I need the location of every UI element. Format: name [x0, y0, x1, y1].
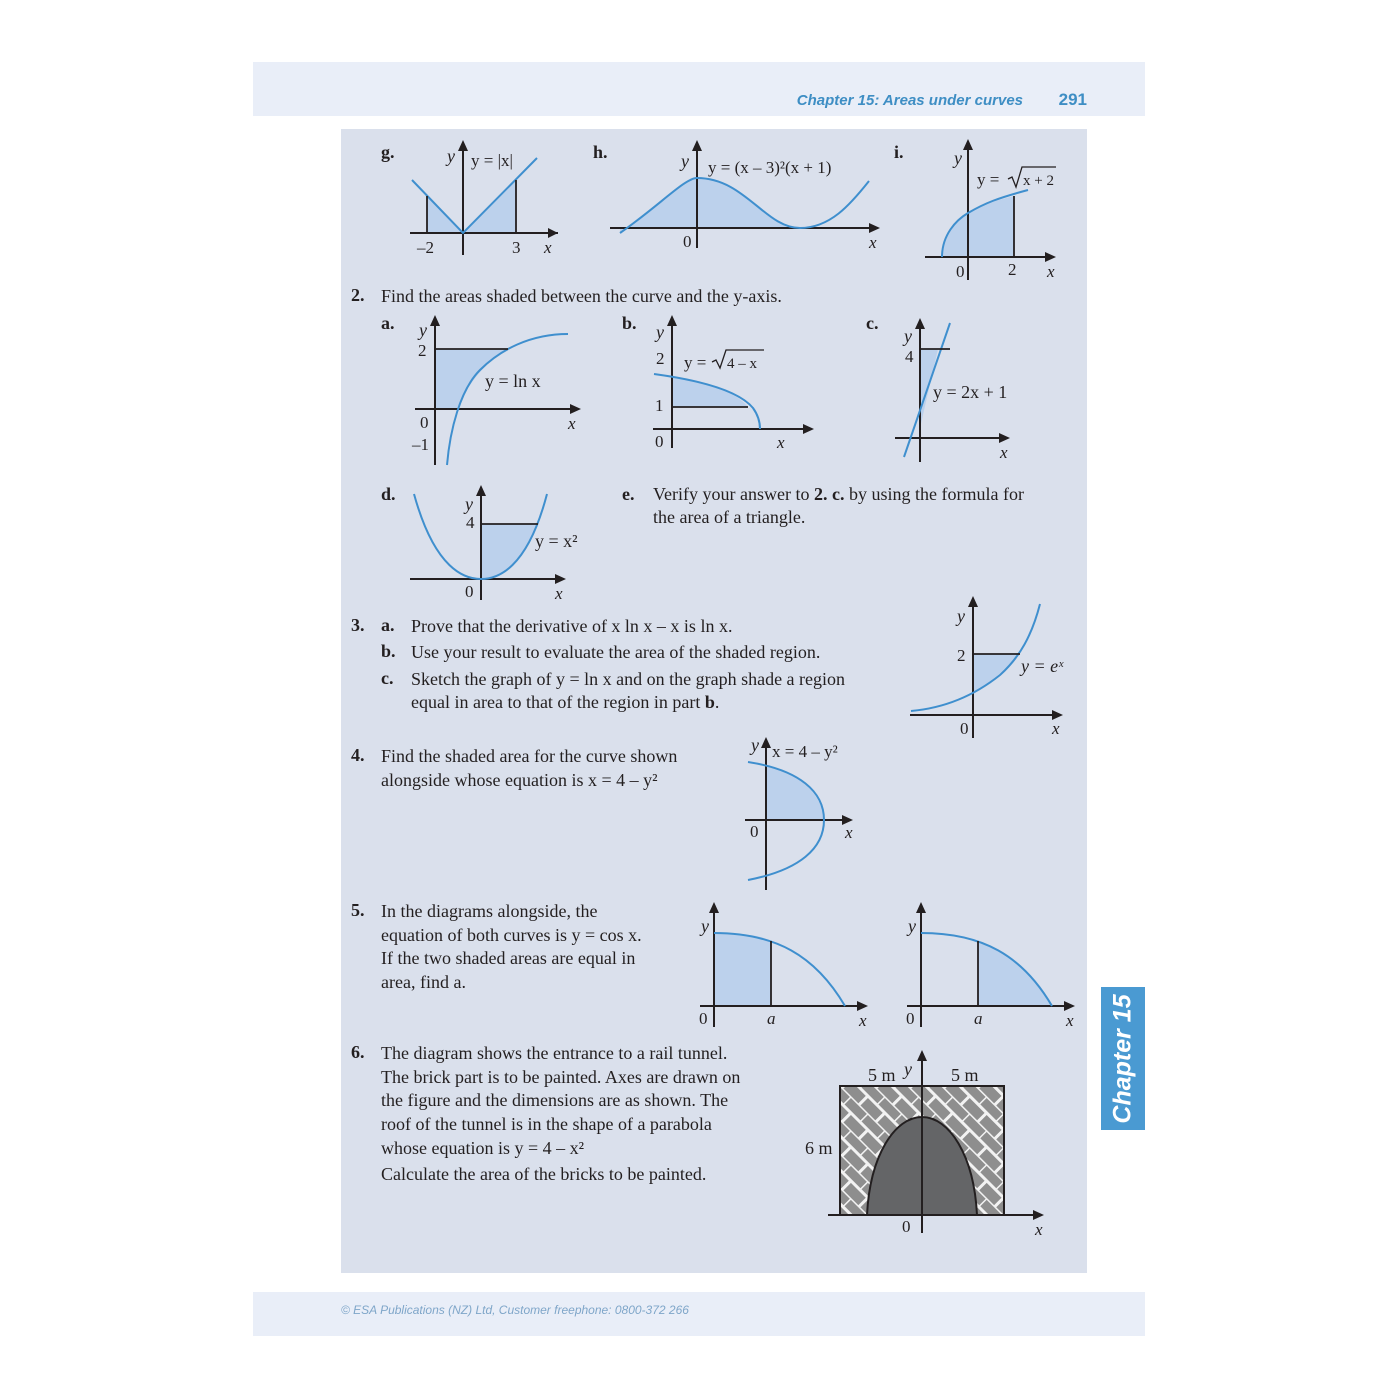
- q3c-line1: Sketch the graph of y = ln x and on the graph shade a region: [411, 669, 846, 689]
- q2e-line1: Verify your answer to 2. c. by using the formula for: [653, 484, 1024, 504]
- x-label: x: [544, 238, 552, 257]
- q4-number: 4.: [351, 745, 365, 765]
- eq-prefix: y =: [684, 353, 707, 372]
- x-label: x: [1047, 262, 1055, 281]
- q6-line5: whose equation is y = 4 – x²: [381, 1138, 585, 1158]
- tick-4: 4: [905, 347, 914, 366]
- graph-q2a: [410, 310, 590, 470]
- q3c-label: c.: [381, 668, 394, 688]
- tick-a: a: [767, 1009, 776, 1028]
- q5-line4: area, find a.: [381, 972, 466, 992]
- q4-line2: alongside whose equation is x = 4 – y²: [381, 770, 658, 790]
- page-header: [253, 62, 1145, 116]
- right-dim: 5 m: [951, 1065, 979, 1085]
- q3-number: 3.: [351, 615, 365, 635]
- q6-line3: the figure and the dimensions are as shown. The: [381, 1090, 729, 1110]
- eq-radicand: x + 2: [1023, 173, 1054, 189]
- origin: 0: [956, 262, 965, 281]
- x-label: x: [869, 233, 877, 252]
- y-label: y: [908, 916, 916, 936]
- eq-radicand: 4 – x: [727, 356, 757, 372]
- y-label: y: [465, 494, 473, 514]
- x-label: x: [845, 823, 853, 842]
- y-label: y: [681, 151, 689, 171]
- tick-2: 2: [957, 646, 966, 665]
- chapter-tab[interactable]: [1101, 987, 1145, 1130]
- q3c-line2: equal in area to that of the region in part b.: [411, 692, 720, 712]
- q6-number: 6.: [351, 1042, 365, 1062]
- graph-q4: [740, 730, 870, 895]
- y-label: y: [447, 146, 455, 166]
- y-label: y: [751, 735, 759, 755]
- tick-neg1: –1: [412, 435, 429, 454]
- left-dim: 5 m: [868, 1065, 896, 1085]
- graph-q1h: [605, 135, 885, 255]
- q5-line1: In the diagrams alongside, the: [381, 901, 598, 921]
- q3a-text: Prove that the derivative of x ln x – x is ln x.: [411, 616, 733, 636]
- y-label: y: [904, 1059, 912, 1079]
- q2b-label: b.: [622, 313, 637, 333]
- chapter-tab-label: Chapter 15: [1108, 993, 1137, 1124]
- q1h-label: h.: [593, 142, 608, 162]
- tick-0: 0: [699, 1009, 708, 1028]
- x-label: x: [1052, 719, 1060, 738]
- tick-left: –2: [417, 238, 434, 257]
- x-label: x: [1000, 443, 1008, 462]
- y-label: y: [701, 916, 709, 936]
- y-label: y: [957, 606, 965, 626]
- equation: y = eˣ: [1021, 656, 1064, 676]
- q3b-text: Use your result to evaluate the area of the shaded region.: [411, 642, 821, 662]
- tick-0: 0: [960, 719, 969, 738]
- height-dim: 6 m: [805, 1138, 833, 1158]
- q2-number: 2.: [351, 285, 365, 305]
- y-label: y: [954, 148, 962, 168]
- y-label: y: [656, 322, 664, 342]
- x-label: x: [1066, 1011, 1074, 1030]
- eq-prefix: y =: [977, 170, 1000, 189]
- tick-0: 0: [750, 822, 759, 841]
- tick-0: 0: [906, 1009, 915, 1028]
- q6-line2: The brick part is to be painted. Axes are drawn on: [381, 1067, 741, 1087]
- origin: 0: [683, 232, 692, 251]
- q1g-label: g.: [381, 142, 395, 162]
- q6-line4: roof of the tunnel is in the shape of a parabola: [381, 1114, 712, 1134]
- q2e-label: e.: [622, 484, 635, 504]
- page-footer: [253, 1292, 1145, 1336]
- q5-line3: If the two shaded areas are equal in: [381, 948, 636, 968]
- x-label: x: [1035, 1220, 1043, 1239]
- tick-4: 4: [466, 513, 475, 532]
- q6-line1: The diagram shows the entrance to a rail tunnel.: [381, 1043, 728, 1063]
- equation: y = ln x: [485, 371, 541, 391]
- q5-number: 5.: [351, 900, 365, 920]
- graph-q5-1: [695, 895, 880, 1030]
- x-label: x: [777, 433, 785, 452]
- tick-2: 2: [418, 341, 427, 360]
- q2a-label: a.: [381, 313, 395, 333]
- equation: y = (x – 3)²(x + 1): [708, 158, 832, 177]
- q4-line1: Find the shaded area for the curve shown: [381, 746, 678, 766]
- graph-q1i: [920, 135, 1065, 285]
- graph-q3: [905, 590, 1075, 740]
- tick-1: 1: [655, 396, 664, 415]
- q2-prompt: Find the areas shaded between the curve and the y-axis.: [381, 286, 782, 306]
- q2d-label: d.: [381, 484, 396, 504]
- graph-q6-tunnel: [800, 1045, 1060, 1240]
- q5-line2: equation of both curves is y = cos x.: [381, 925, 642, 945]
- x-label: x: [859, 1011, 867, 1030]
- tick-0: 0: [465, 582, 474, 601]
- equation: y = x²: [535, 531, 578, 551]
- tick-0: 0: [902, 1217, 911, 1236]
- tick-right: 3: [512, 238, 521, 257]
- graph-q2b: [648, 310, 823, 450]
- q2e-line2: the area of a triangle.: [653, 507, 806, 527]
- x-label: x: [555, 584, 563, 603]
- footer-copyright: © ESA Publications (NZ) Ltd, Customer freephone: 0800-372 266: [341, 1303, 689, 1317]
- tick-2: 2: [656, 349, 665, 368]
- y-label: y: [904, 326, 912, 346]
- x-label: x: [568, 414, 576, 433]
- q3a-label: a.: [381, 615, 395, 635]
- equation: y = 2x + 1: [933, 382, 1008, 402]
- chapter-title: Chapter 15: Areas under curves: [796, 92, 1023, 109]
- q6-line6: Calculate the area of the bricks to be painted.: [381, 1164, 707, 1184]
- tick-a: a: [974, 1009, 983, 1028]
- y-label: y: [419, 320, 427, 340]
- tick-0: 0: [655, 432, 664, 451]
- graph-q2c: [890, 310, 1025, 465]
- equation: y = |x|: [471, 151, 513, 170]
- page-number: 291: [1058, 90, 1087, 109]
- graph-q1g: [395, 135, 565, 260]
- graph-q5-2: [902, 895, 1087, 1030]
- tick-2: 2: [1008, 260, 1017, 279]
- q3b-label: b.: [381, 641, 396, 661]
- q1i-label: i.: [894, 142, 904, 162]
- equation: x = 4 – y²: [772, 742, 838, 761]
- q2c-label: c.: [866, 313, 879, 333]
- tick-0: 0: [420, 413, 429, 432]
- graph-q2d: [405, 480, 580, 605]
